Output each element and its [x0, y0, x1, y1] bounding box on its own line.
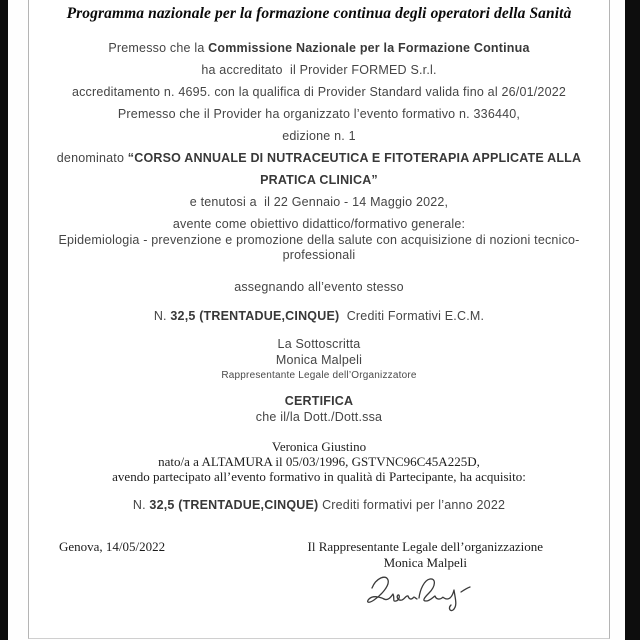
- awarded-credits-amount: 32,5 (TRENTADUE,CINQUE): [149, 497, 319, 512]
- denominated-prefix: denominato: [56, 151, 128, 165]
- assigning-line: assegnando all’evento stesso: [234, 279, 404, 294]
- signature-area: [308, 572, 543, 614]
- event-credits-line: [47, 305, 591, 327]
- certificate-frame: [28, 0, 610, 639]
- footer-row: [47, 539, 591, 614]
- objective-text: Epidemiologia - prevenzione e promozione della salute con acquisizione di nozioni tecnico-professionali: [58, 232, 580, 262]
- certifies-that-line: che il/la Dott./Dott.ssa: [255, 409, 383, 424]
- commission-name: Commissione Nazionale per la Formazione Continua: [208, 41, 530, 55]
- accreditation-line: accreditamento n. 4695. con la qualifica di Provider Standard valida fino al 26/01/2022: [71, 85, 567, 99]
- certifies-word: [47, 393, 591, 409]
- legal-representative-block: [308, 539, 543, 614]
- commission-prefix: Premesso che la: [108, 41, 209, 55]
- objective-label: avente come obiettivo didattico/formativo generale:: [172, 217, 466, 231]
- participant-block: [47, 439, 591, 484]
- legal-rep-name: Monica Malpeli: [383, 554, 467, 570]
- place-date: Genova, 14/05/2022: [59, 538, 166, 554]
- signatory-role: Rappresentante Legale dell’Organizzatore: [221, 369, 417, 381]
- edition-line: edizione n. 1: [282, 129, 356, 143]
- certificate-paper: [8, 0, 625, 640]
- awarded-credits-suffix: Crediti formativi per l’anno 2022: [318, 497, 506, 512]
- commission-line: [47, 37, 591, 59]
- event-credits-suffix: Crediti Formativi E.C.M.: [339, 308, 485, 323]
- participant-name: Veronica Giustino: [271, 438, 367, 454]
- awarded-credits-line: [47, 495, 591, 515]
- organized-line: Premesso che il Provider ha organizzato l’evento formativo n. 336440,: [117, 107, 521, 121]
- held-line: e tenutosi a il 22 Gennaio - 14 Maggio 2022,: [189, 195, 449, 209]
- awarded-credits-prefix: N.: [132, 497, 150, 512]
- program-title: Programma nazionale per la formazione continua degli operatori della Sanità: [66, 5, 572, 22]
- course-title: “CORSO ANNUALE DI NUTRACEUTICA E FITOTERAPIA APPLICATE ALLA PRATICA CLINICA”: [127, 151, 585, 187]
- signatory-name: Monica Malpeli: [275, 352, 363, 367]
- event-credits-amount: 32,5 (TRENTADUE,CINQUE): [170, 308, 340, 323]
- signature-image: [362, 572, 488, 614]
- accredited-line: ha accreditato il Provider FORMED S.r.l.: [201, 63, 437, 77]
- certifies-bold: CERTIFICA: [284, 393, 354, 408]
- participation-line: avendo partecipato all’evento formativo in qualità di Partecipante, ha acquisito:: [112, 468, 526, 484]
- event-credits-prefix: N.: [153, 308, 171, 323]
- signatory-intro: La Sottoscritta: [277, 336, 361, 351]
- legal-rep-title: Il Rappresentante Legale dell’organizzazione: [307, 538, 543, 554]
- objective-block: [47, 217, 591, 264]
- participant-birth-line: nato/a a ALTAMURA il 05/03/1996, GSTVNC96C45A225D,: [158, 453, 480, 469]
- denominated-line: [47, 147, 591, 191]
- certificate-content: [29, 0, 609, 614]
- signatory-block: [47, 336, 591, 384]
- certification-block: [47, 393, 591, 425]
